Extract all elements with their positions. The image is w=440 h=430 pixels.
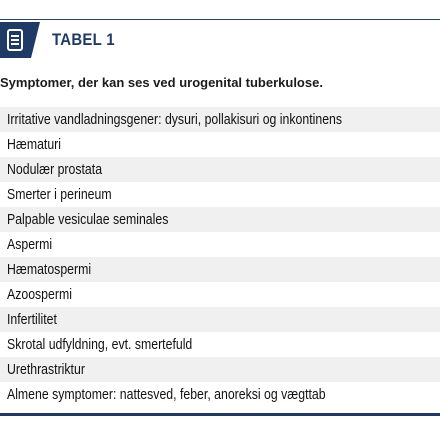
row-text: Azoospermi	[7, 286, 72, 303]
table-row	[0, 332, 440, 357]
table-row	[0, 107, 440, 132]
table-row	[0, 307, 440, 332]
table-row	[0, 182, 440, 207]
table-row	[0, 207, 440, 232]
row-text: Urethrastriktur	[7, 361, 85, 378]
bottom-rule	[0, 413, 440, 416]
row-text: Smerter i perineum	[7, 186, 112, 203]
document-list-icon	[0, 22, 40, 58]
table-label: TABEL 1	[52, 30, 115, 49]
symptom-list	[0, 107, 440, 407]
table-row	[0, 132, 440, 157]
row-text: Irritative vandladningsgener: dysuri, pollakisuri og inkontinens	[7, 111, 343, 128]
row-text: Aspermi	[7, 236, 53, 253]
row-text: Infertilitet	[7, 311, 57, 328]
table-row	[0, 257, 440, 282]
row-text: Skrotal udfyldning, evt. smertefuld	[7, 336, 193, 353]
table-caption: Symptomer, der kan ses ved urogenital tuberkulose.	[0, 75, 323, 90]
table-row	[0, 157, 440, 182]
row-text: Hæmaturi	[7, 136, 62, 153]
row-text: Nodulær prostata	[7, 161, 103, 178]
table-row	[0, 282, 440, 307]
table-row	[0, 382, 440, 407]
table-row	[0, 232, 440, 257]
row-text: Almene symptomer: nattesved, feber, anoreksi og vægttab	[7, 386, 326, 403]
table-badge	[0, 22, 40, 58]
row-text: Palpable vesiculae seminales	[7, 211, 169, 228]
row-text: Hæmatospermi	[7, 261, 92, 278]
top-rule	[0, 19, 440, 20]
table-row	[0, 357, 440, 382]
